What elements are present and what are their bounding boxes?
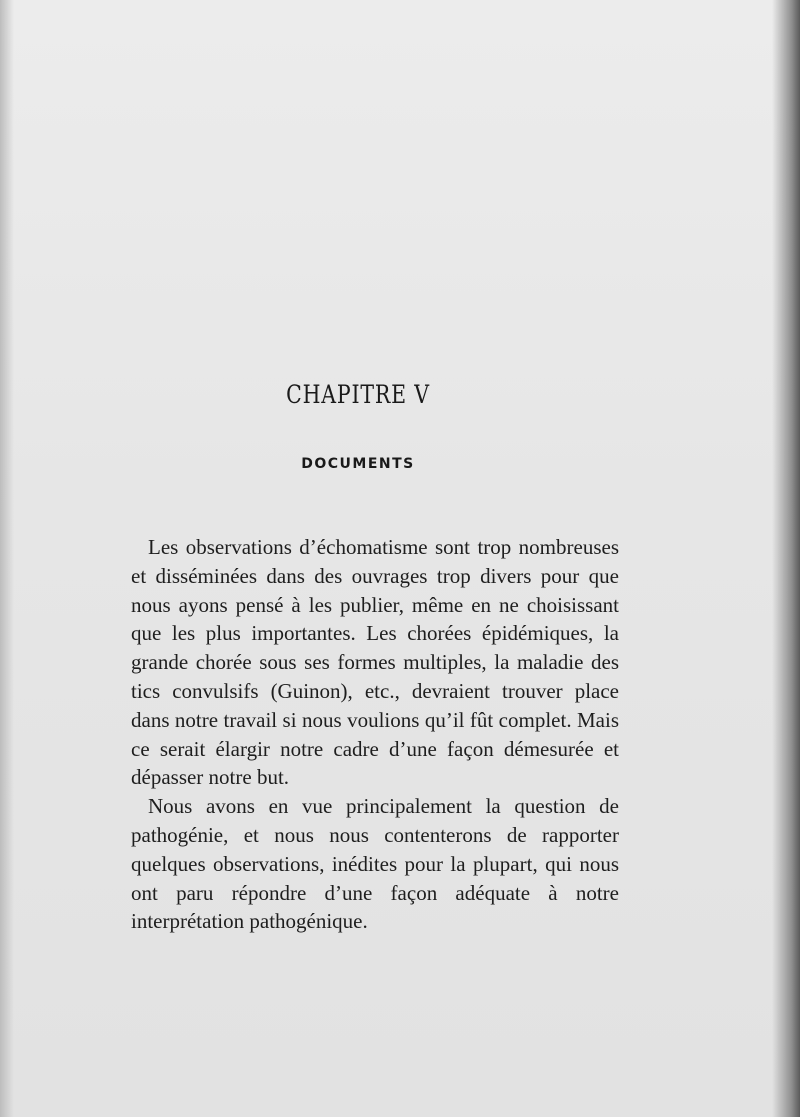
paragraph-2: Nous avons en vue principalement la question de pathogénie, et nous nous contenterons de rapporter quelques observations, inédites pour la plupart, qui nous ont paru répondre d’une façon adéquate à notre interprétation pathogénique. <box>131 794 619 934</box>
paragraph-1: Les observations d’échomatisme sont trop nombreuses et disséminées dans des ouvrages trop divers pour que nous ayons pensé à les publier, même en ne choisissant que les plus importantes. Les chorées épidémiques, la grande chorée sous ses formes multiples, la maladie des tics convulsifs (Guinon), etc., devraient trouver place dans notre travail si nous voulions qu’il fût complet. Mais ce serait élargir notre cadre d’une façon démesurée et dépasser notre but. <box>131 535 619 790</box>
body-text <box>131 533 619 936</box>
chapter-title: CHAPITRE V <box>286 380 430 409</box>
section-heading: DOCUMENTS <box>301 456 415 472</box>
